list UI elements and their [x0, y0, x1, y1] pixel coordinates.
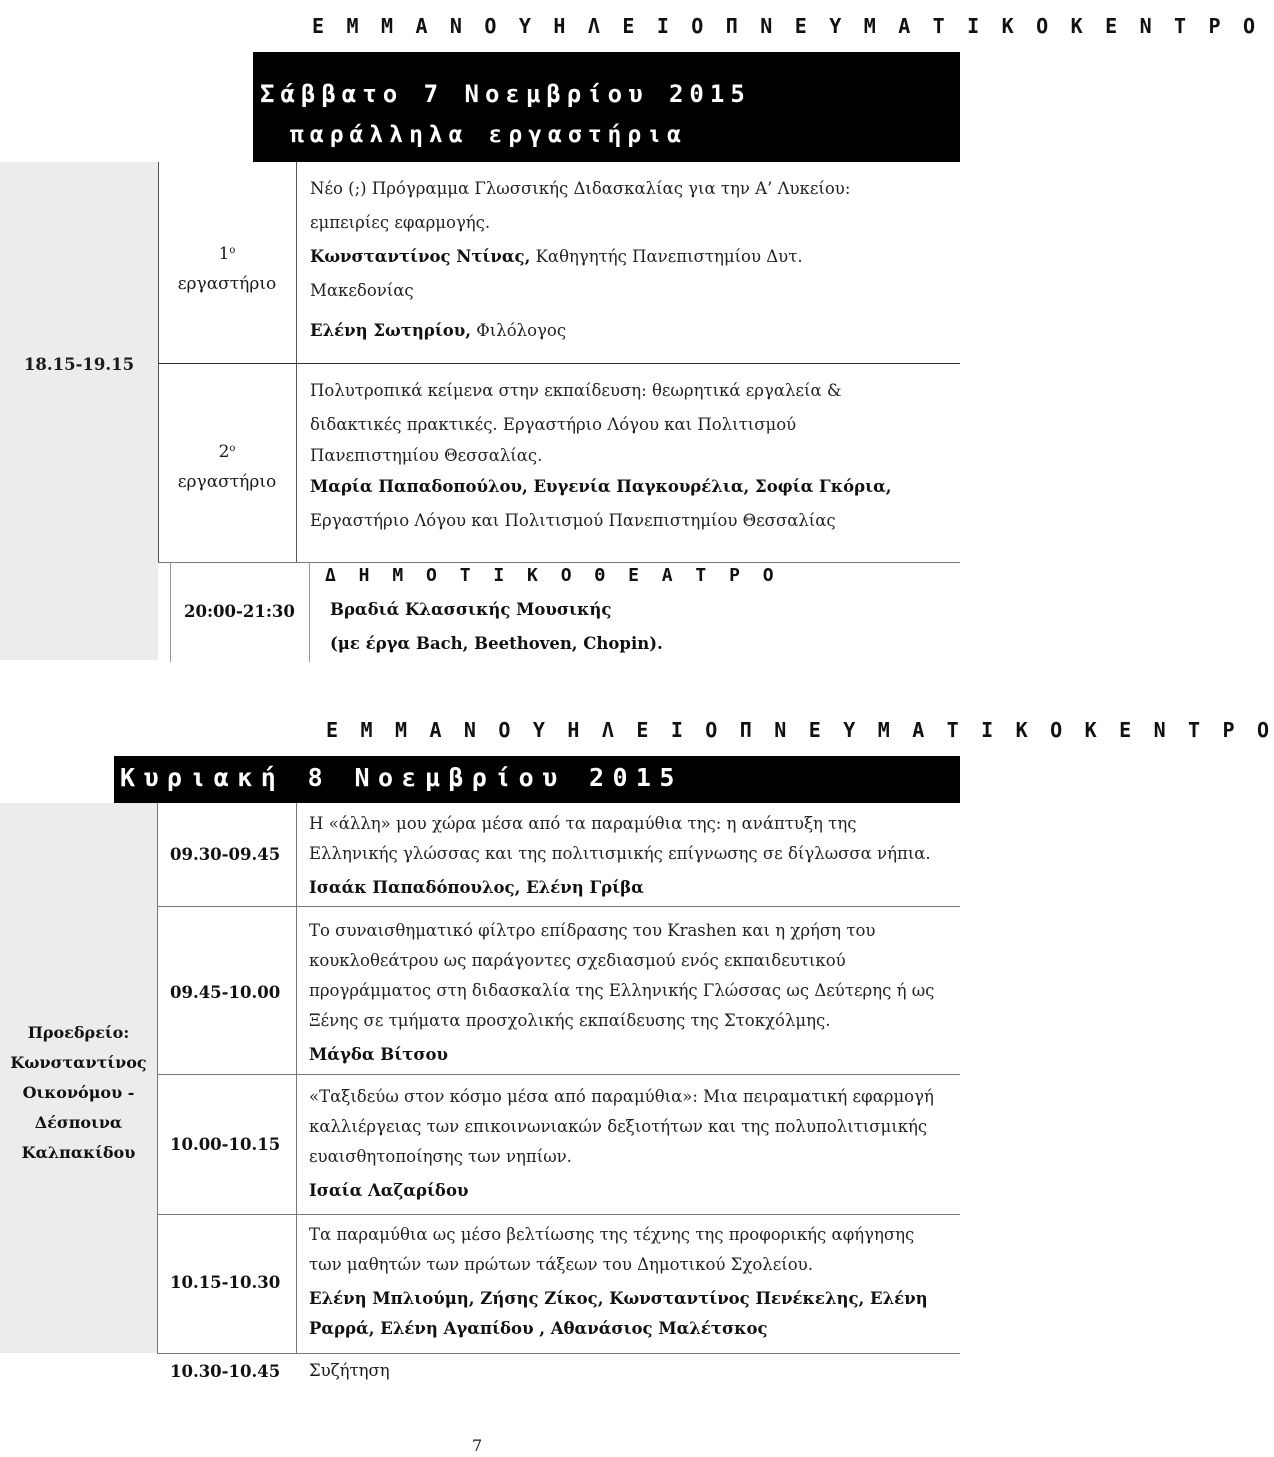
workshop2-affiliation: Εργαστήριο Λόγου και Πολιτισμού Πανεπιστημίου Θεσσαλίας [310, 511, 836, 530]
page-number: 7 [472, 1436, 483, 1455]
workshop1-speaker1: Κωνσταντίνος Ντίνας, [310, 247, 531, 266]
workshop2-title-line3: Πανεπιστημίου Θεσσαλίας. [310, 446, 543, 465]
discussion-time: 10.30-10.45 [170, 1362, 281, 1381]
session3-speakers: Ισαία Λαζαρίδου [309, 1181, 469, 1200]
evening-works: (με έργα Bach, Beethoven, Chopin). [330, 634, 663, 653]
divider [157, 1353, 960, 1354]
workshop1-label [158, 236, 296, 299]
session4-line1: Τα παραμύθια ως μέσο βελτίωσης της τέχνης της προφορικής αφήγησης [309, 1225, 915, 1244]
workshop1-speaker2-role: Φιλόλογος [471, 321, 567, 340]
saturday-subtitle: παράλληλα εργαστήρια [290, 122, 687, 148]
time-column [0, 162, 158, 660]
workshop1-speaker2: Ελένη Σωτηρίου, [310, 321, 471, 340]
workshop1-title-line2: εμπειρίες εφαρμογής. [310, 213, 491, 232]
session2-line3: προγράμματος στη διδασκαλία της Ελληνικής Γλώσσας ως Δεύτερης ή ως [309, 981, 935, 1000]
workshop2-body [310, 374, 892, 538]
session3-line2: καλλιέργειας των επικοινωνιακών δεξιοτήτων και της πολυπολιτισμικής [309, 1117, 928, 1136]
page1-header: Ε Μ Μ Α Ν Ο Υ Η Λ Ε Ι Ο Π Ν Ε Υ Μ Α Τ Ι Κ Ο Κ Ε Ν Τ Ρ Ο [312, 14, 1261, 38]
workshop2-title-line1: Πολυτροπικά κείμενα στην εκπαίδευση: θεωρητικά εργαλεία & [310, 381, 842, 400]
workshop2-ordinal: ο [229, 443, 236, 454]
session2-body [309, 916, 934, 1070]
session1-body [309, 809, 931, 903]
session4-time: 10.15-10.30 [170, 1273, 281, 1292]
session3-time: 10.00-10.15 [170, 1135, 281, 1154]
workshop2-number: 2 [218, 442, 230, 462]
session1-line1: Η «άλλη» μου χώρα μέσα από τα παραμύθια της: η ανάπτυξη της [309, 814, 857, 833]
session2-time: 09.45-10.00 [170, 983, 281, 1002]
session3-line3: ευαισθητοποίησης των νηπίων. [309, 1147, 572, 1166]
chair-line1: Κωνσταντίνος [10, 1053, 147, 1072]
workshop1-number: 1 [218, 244, 230, 264]
page2-header: Ε Μ Μ Α Ν Ο Υ Η Λ Ε Ι Ο Π Ν Ε Υ Μ Α Τ Ι Κ Ο Κ Ε Ν Τ Ρ Ο [326, 718, 1274, 742]
divider [158, 162, 159, 562]
workshop2-label [158, 434, 296, 497]
session4-speakers-line2: Ραρρά, Ελένη Αγαπίδου , Αθανάσιος Μαλέτσκος [309, 1319, 768, 1338]
session2-speakers: Μάγδα Βίτσου [309, 1045, 448, 1064]
session3-line1: «Ταξιδεύω στον κόσμο μέσα από παραμύθια»: Μια πειραματική εφαρμογή [309, 1087, 934, 1106]
chair-label: Προεδρείο: [27, 1023, 130, 1042]
session1-line2: Ελληνικής γλώσσας και της πολιτισμικής επίγνωσης σε δίγλωσσα νήπια. [309, 844, 931, 863]
workshop1-speaker1-role-line2: Μακεδονίας [310, 281, 414, 300]
divider [158, 562, 960, 563]
workshop2-title-line2: διδακτικές πρακτικές. Εργαστήριο Λόγου και Πολιτισμού [310, 415, 797, 434]
evening-venue: Δ Η Μ Ο Τ Ι Κ Ο Θ Ε Α Τ Ρ Ο [325, 565, 780, 586]
session1-time: 09.30-09.45 [170, 845, 281, 864]
session2-line1: Το συναισθηματικό φίλτρο επίδρασης του Krashen και η χρήση του [309, 921, 876, 940]
divider [157, 906, 960, 907]
session1-speakers: Ισαάκ Παπαδόπουλος, Ελένη Γρίβα [309, 878, 644, 897]
session4-body [309, 1220, 928, 1344]
divider [157, 803, 158, 1353]
session4-speakers-line1: Ελένη Μπλιούμη, Ζήσης Ζίκος, Κωνσταντίνος Πενέκελης, Ελένη [309, 1289, 928, 1308]
chair-line2: Οικονόμου - [22, 1083, 135, 1102]
divider [296, 803, 297, 1353]
workshop2-speakers: Μαρία Παπαδοπούλου, Ευγενία Παγκουρέλια, Σοφία Γκόρια, [310, 477, 892, 496]
workshop1-ordinal: ο [229, 245, 236, 256]
discussion-label: Συζήτηση [309, 1361, 390, 1380]
divider [296, 162, 297, 562]
sunday-date: Κυριακή 8 Νοεμβρίου 2015 [120, 763, 683, 792]
workshops-time: 18.15-19.15 [23, 355, 135, 374]
session3-body [309, 1082, 934, 1206]
evening-title: Βραδιά Κλασσικής Μουσικής [330, 600, 612, 619]
workshop2-word: εργαστήριο [177, 472, 277, 492]
divider [157, 1214, 960, 1215]
saturday-band [253, 52, 960, 162]
chair-block [0, 1018, 157, 1168]
session2-line4: Ξένης σε τμήματα προσχολικής εκπαίδευσης της Στοκχόλμης. [309, 1011, 831, 1030]
divider [170, 562, 171, 662]
saturday-date: Σάββατο 7 Νοεμβρίου 2015 [260, 80, 751, 108]
chair-line4: Καλπακίδου [21, 1143, 136, 1162]
divider [158, 363, 960, 364]
session4-line2: των μαθητών των πρώτων τάξεων του Δημοτικού Σχολείου. [309, 1255, 813, 1274]
sunday-band [114, 756, 960, 803]
divider [157, 1074, 960, 1075]
workshop1-speaker1-role: Καθηγητής Πανεπιστημίου Δυτ. [530, 247, 803, 266]
chair-line3: Δέσποινα [34, 1113, 123, 1132]
workshop1-body [310, 172, 850, 348]
workshop1-word: εργαστήριο [177, 274, 277, 294]
divider [309, 562, 310, 662]
session2-line2: κουκλοθεάτρου ως παράγοντες σχεδιασμού ενός εκπαιδευτικού [309, 951, 846, 970]
workshop1-title-line1: Νέο (;) Πρόγραμμα Γλωσσικής Διδασκαλίας για την Α’ Λυκείου: [310, 179, 851, 198]
evening-time: 20:00-21:30 [184, 602, 295, 621]
